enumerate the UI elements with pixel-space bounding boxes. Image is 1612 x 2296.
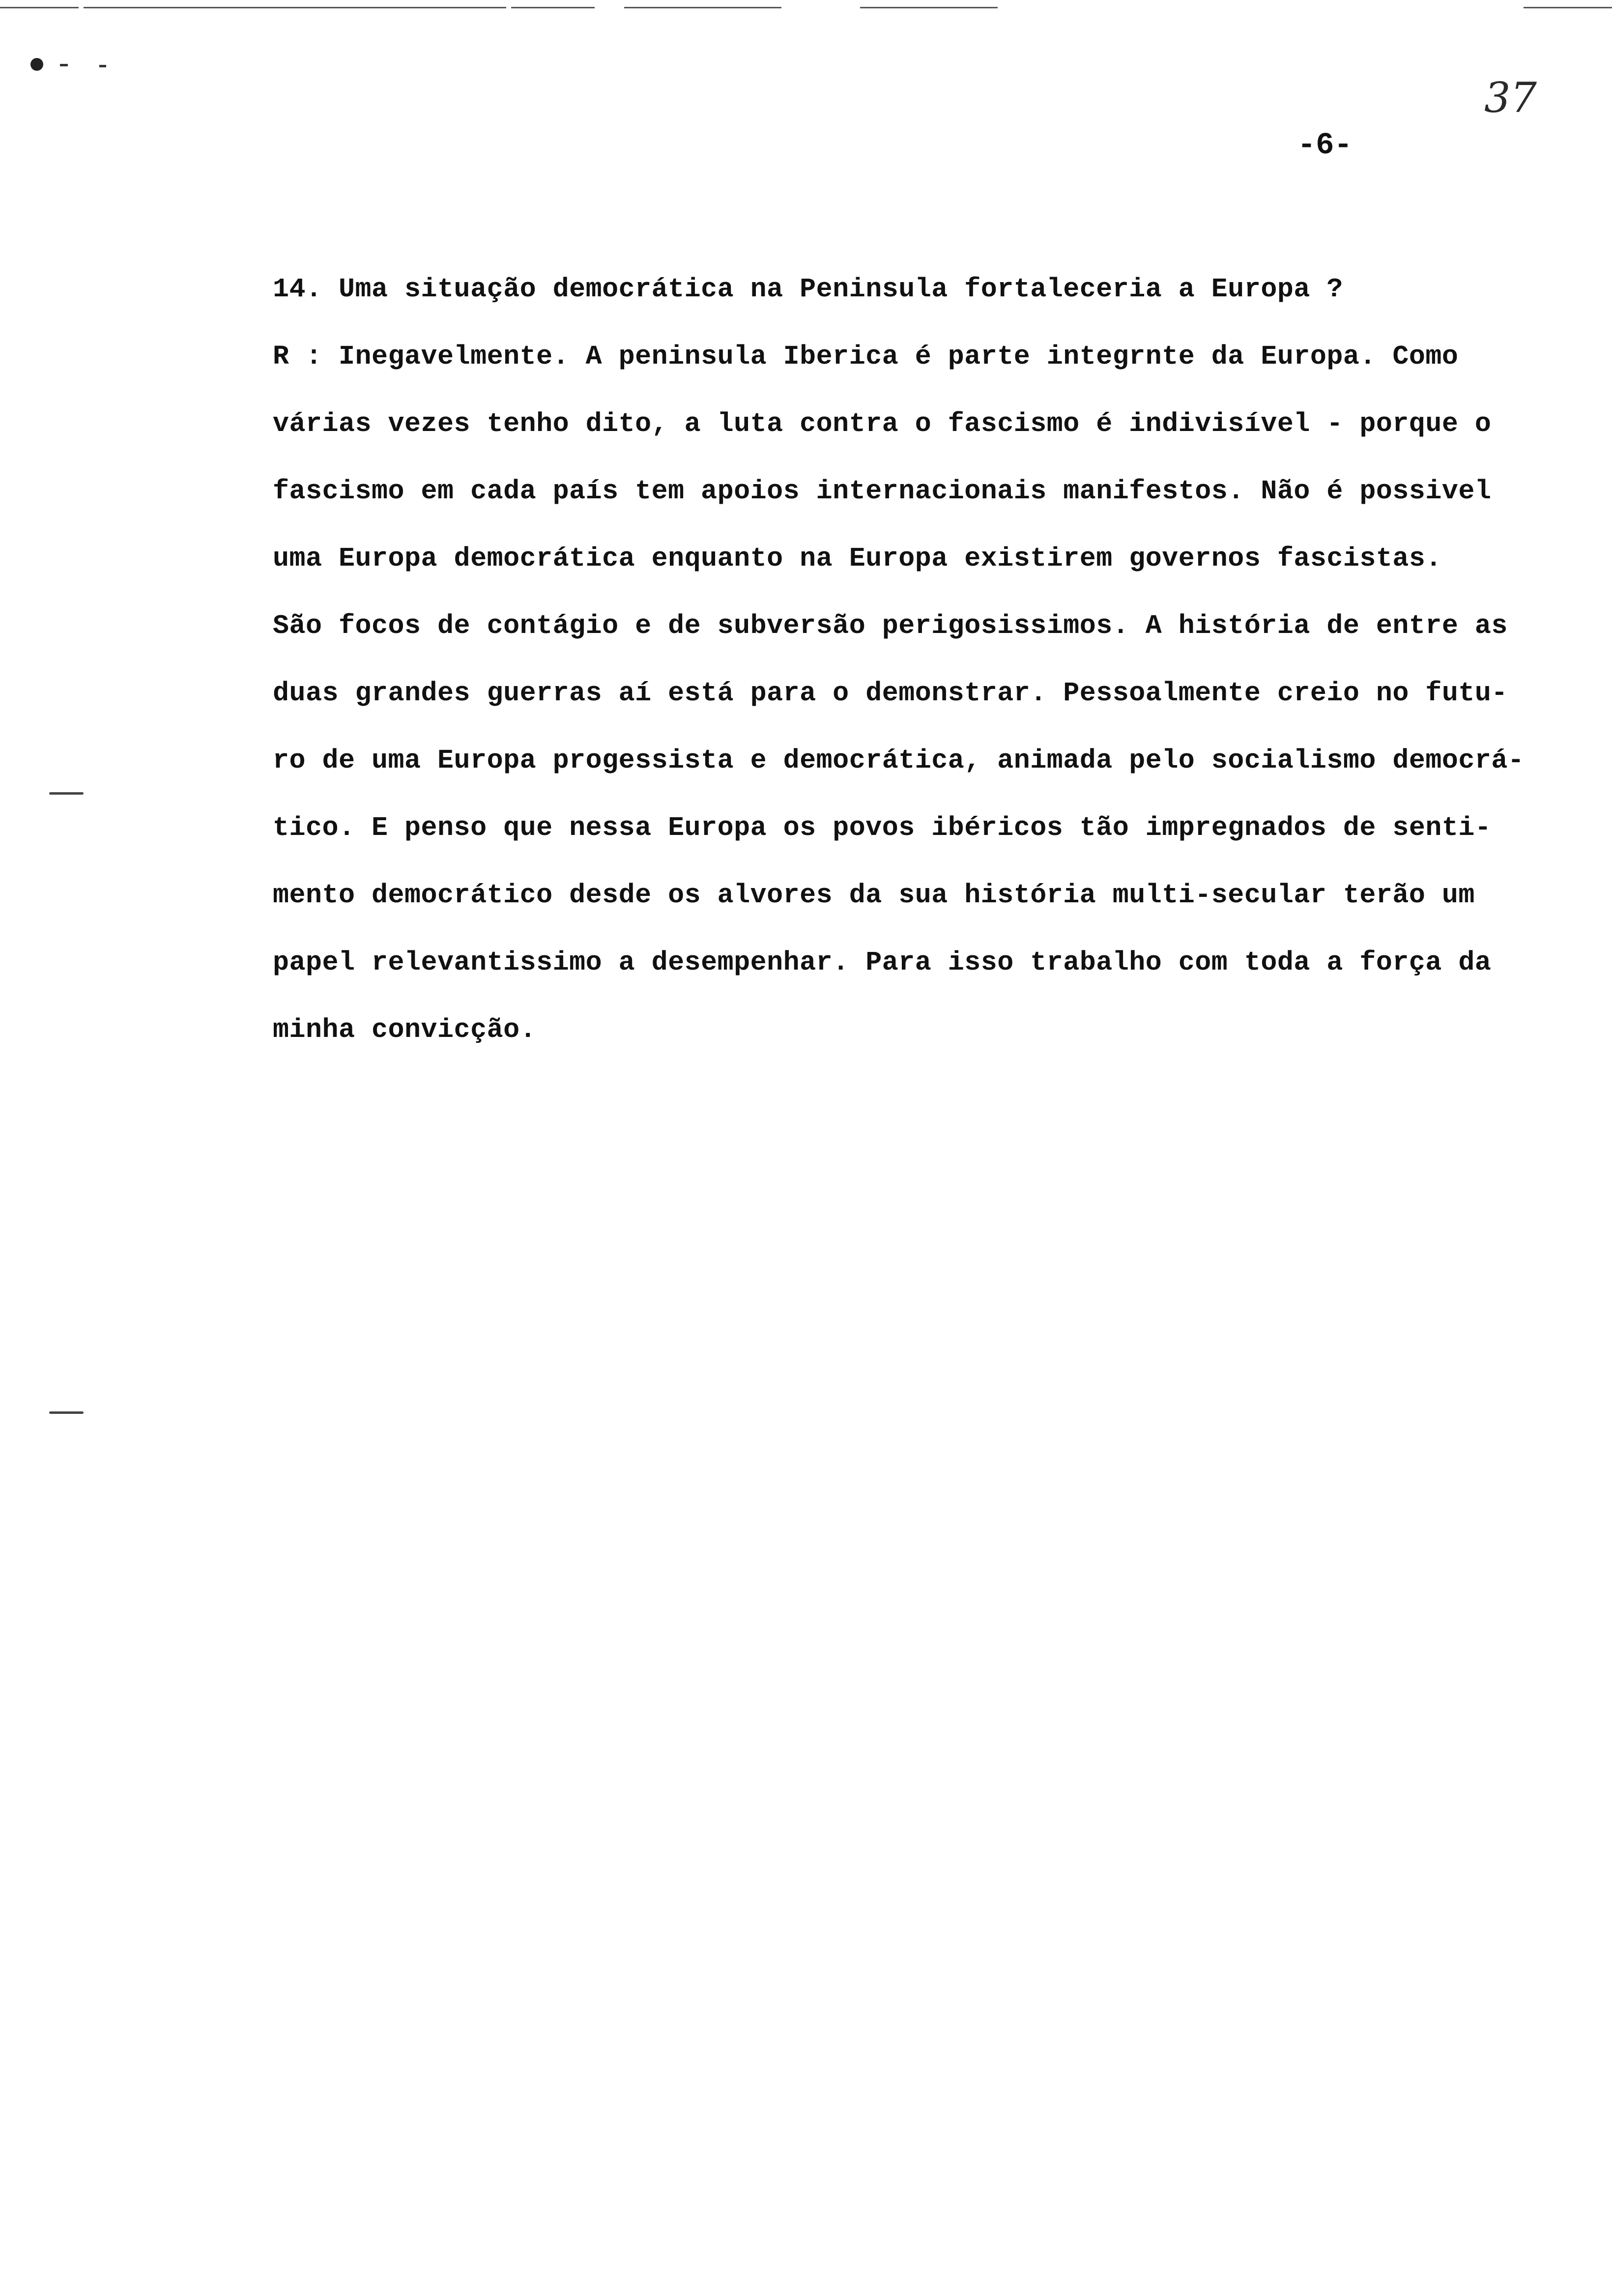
text-line: São focos de contágio e de subversão perigosissimos. A história de entre as bbox=[273, 610, 1508, 641]
text-line: várias vezes tenho dito, a luta contra o fascismo é indivisível - porque o bbox=[273, 408, 1492, 439]
text-line: mento democrático desde os alvores da sua história multi-secular terão um bbox=[273, 880, 1475, 911]
margin-fold-mark bbox=[49, 792, 84, 795]
scan-edge-line bbox=[860, 7, 998, 8]
typed-text-block bbox=[273, 256, 1580, 1063]
scan-edge-line bbox=[84, 7, 506, 8]
text-line: ro de uma Europa progessista e democrática, animada pelo socialismo democrá- bbox=[273, 745, 1525, 776]
scan-edge-line bbox=[624, 7, 781, 8]
margin-fold-mark bbox=[49, 1411, 84, 1414]
typed-page-number: -6- bbox=[1297, 128, 1353, 163]
scan-edge-line bbox=[0, 7, 79, 8]
text-line: R : Inegavelmente. A peninsula Iberica é parte integrnte da Europa. Como bbox=[273, 341, 1459, 372]
text-line: papel relevantissimo a desempenhar. Para isso trabalho com toda a força da bbox=[273, 947, 1492, 978]
margin-dash bbox=[60, 64, 68, 66]
text-line: uma Europa democrática enquanto na Europa existirem governos fascistas. bbox=[273, 543, 1442, 574]
scan-edge-line bbox=[511, 7, 595, 8]
margin-dash bbox=[99, 65, 106, 67]
punch-hole-mark bbox=[30, 58, 43, 71]
scan-edge-line bbox=[1524, 7, 1612, 8]
text-line: duas grandes guerras aí está para o demonstrar. Pessoalmente creio no futu- bbox=[273, 678, 1508, 709]
text-line: fascismo em cada país tem apoios internacionais manifestos. Não é possivel bbox=[273, 476, 1492, 507]
text-line: minha convicção. bbox=[273, 1014, 537, 1045]
text-line: tico. E penso que nessa Europa os povos ibéricos tão impregnados de senti- bbox=[273, 812, 1492, 843]
handwritten-page-number: 37 bbox=[1484, 74, 1537, 122]
text-line: 14. Uma situação democrática na Peninsula fortaleceria a Europa ? bbox=[273, 274, 1343, 305]
